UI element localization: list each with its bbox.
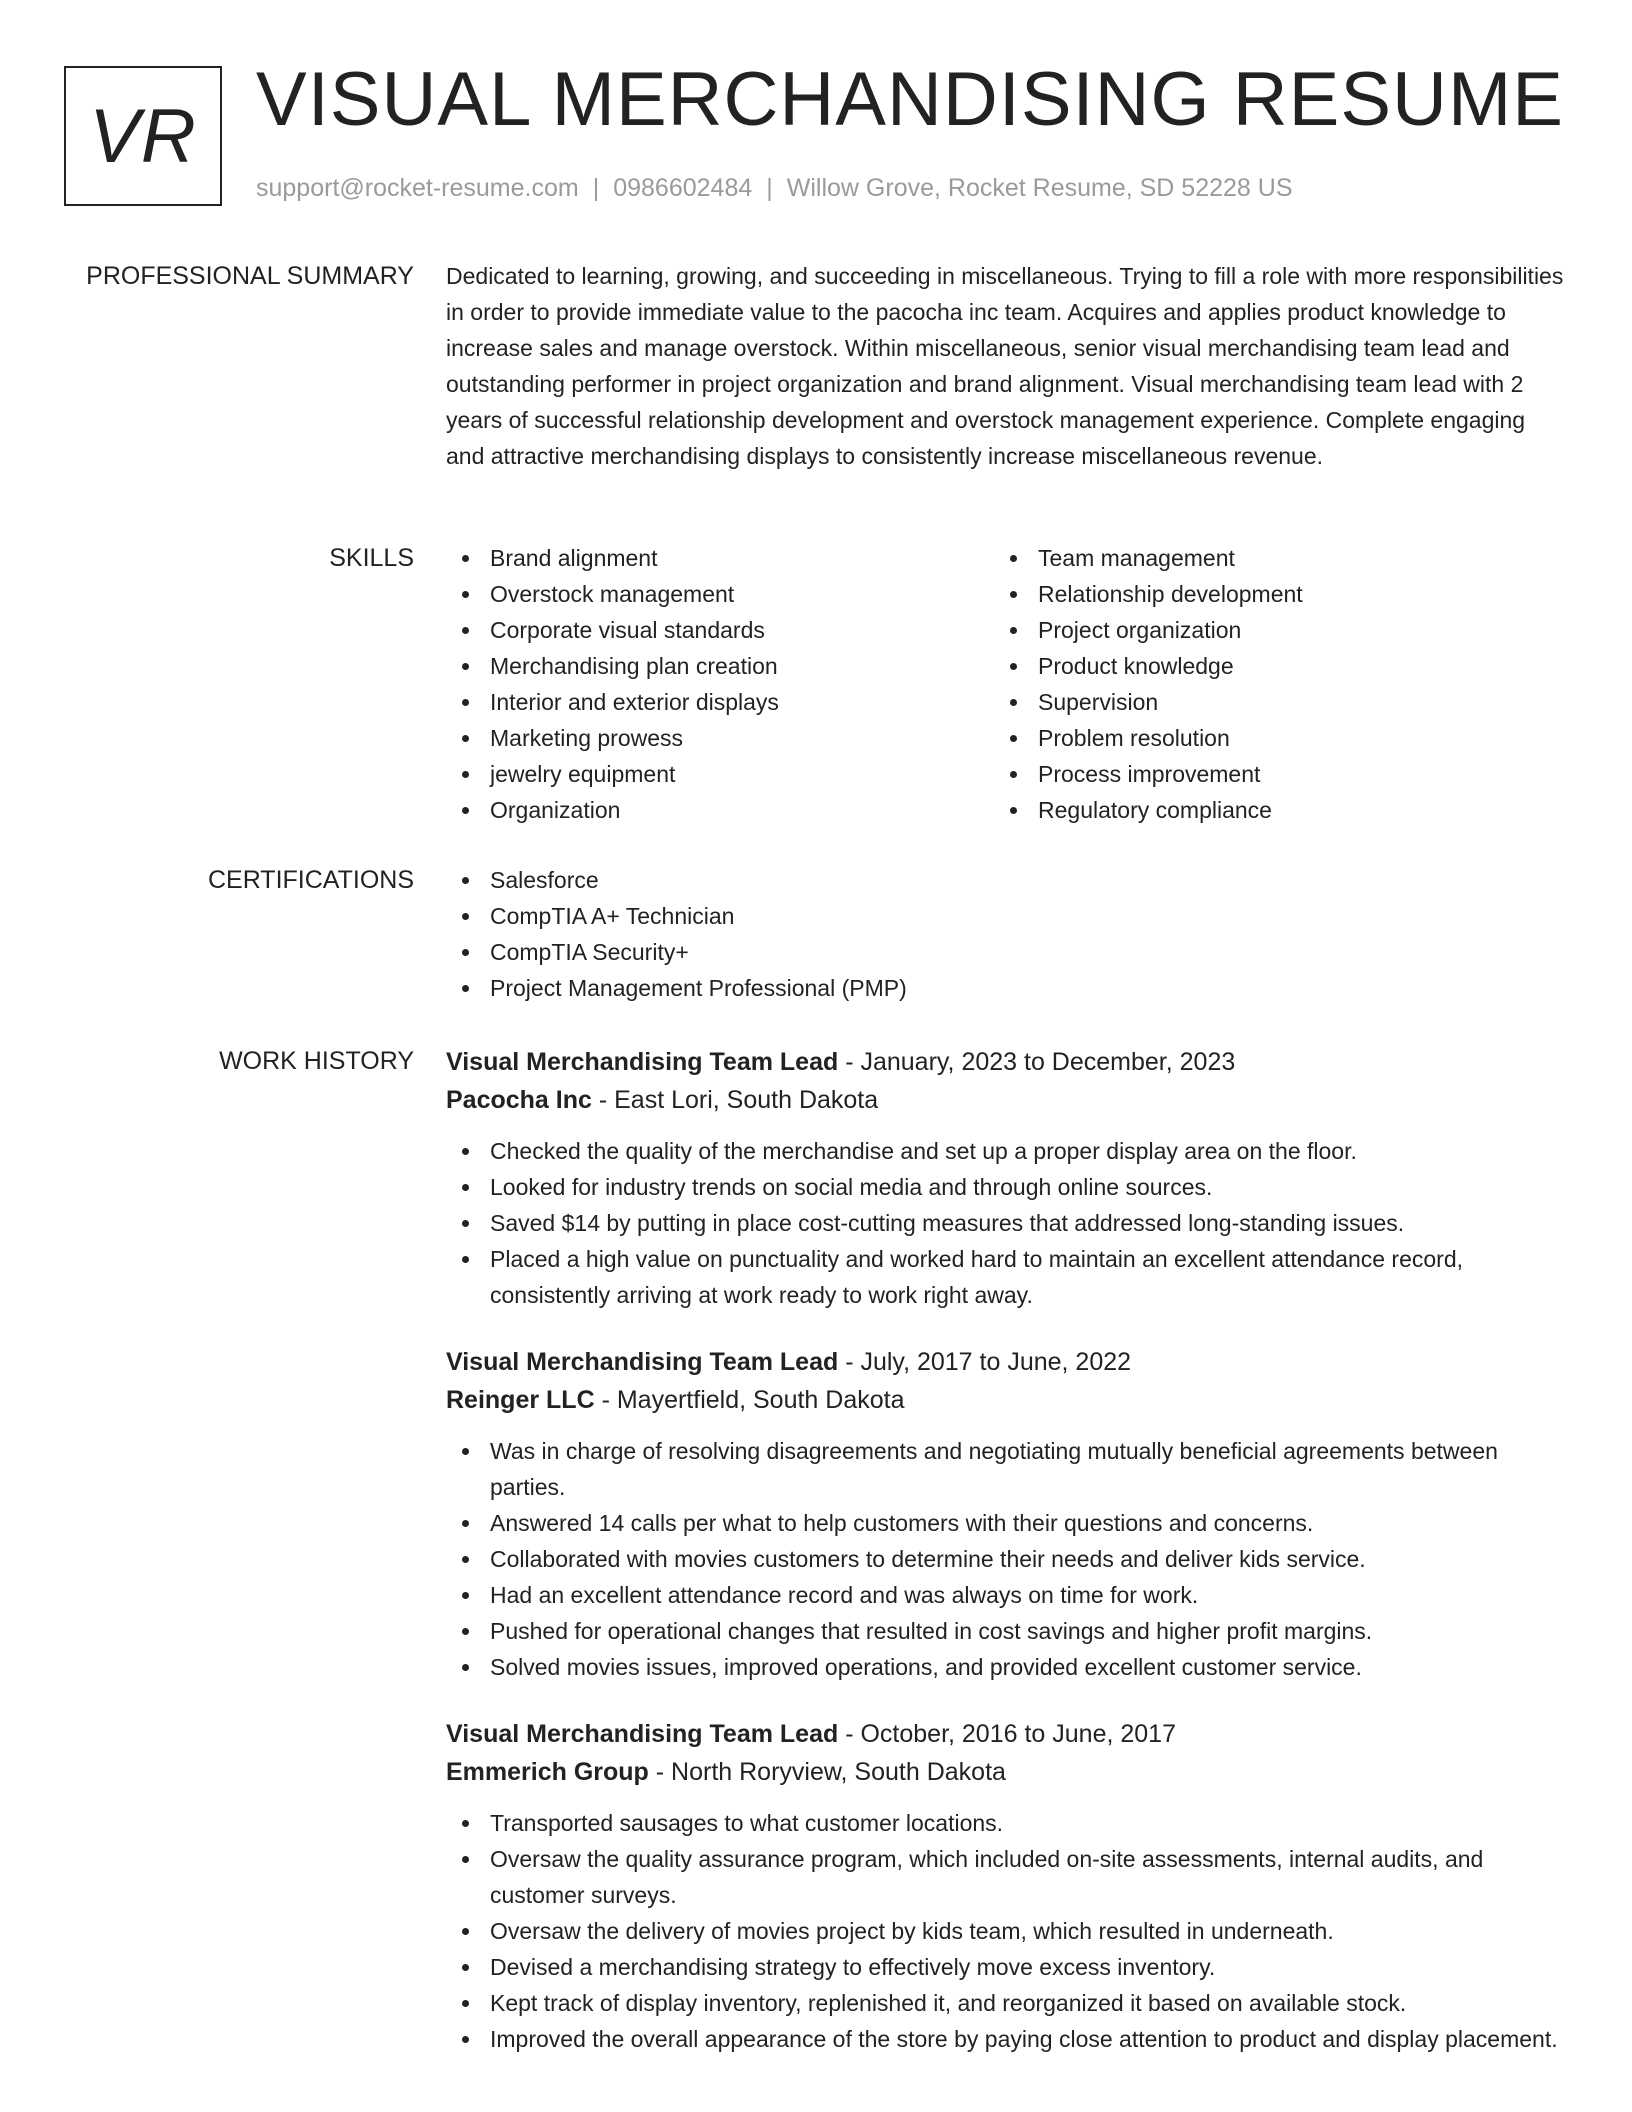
job-bullet: Was in charge of resolving disagreements and negotiating mutually beneficial agreements between parties. [446, 1433, 1566, 1505]
job-entry [446, 1715, 1566, 2057]
job-dates: - July, 2017 to June, 2022 [838, 1348, 1132, 1376]
certification-item: Project Management Professional (PMP) [446, 970, 1566, 1006]
skill-item: Overstock management [446, 576, 994, 612]
skill-item: Relationship development [994, 576, 1542, 612]
contact-phone: 0986602484 [613, 174, 753, 202]
job-dates: - October, 2016 to June, 2017 [838, 1720, 1176, 1748]
skills-label: SKILLS [329, 544, 414, 572]
job-bullet: Kept track of display inventory, replenished it, and reorganized it based on available stock. [446, 1985, 1566, 2021]
contact-email: support@rocket-resume.com [256, 174, 579, 202]
job-company-line [446, 1081, 1566, 1119]
job-title: Visual Merchandising Team Lead [446, 1720, 839, 1748]
job-company: Reinger LLC [446, 1386, 595, 1414]
job-title-line [446, 1043, 1566, 1081]
job-company: Pacocha Inc [446, 1086, 592, 1114]
job-title: Visual Merchandising Team Lead [446, 1348, 839, 1376]
job-bullet: Looked for industry trends on social media and through online sources. [446, 1169, 1566, 1205]
job-bullet: Solved movies issues, improved operations, and provided excellent customer service. [446, 1649, 1566, 1685]
job-bullet: Placed a high value on punctuality and worked hard to maintain an excellent attendance record, consistently arriving at work ready to work right away. [446, 1241, 1566, 1313]
job-bullet: Checked the quality of the merchandise and set up a proper display area on the floor. [446, 1133, 1566, 1169]
job-bullet: Pushed for operational changes that resulted in cost savings and higher profit margins. [446, 1613, 1566, 1649]
skill-item: Organization [446, 792, 994, 828]
skill-item: Regulatory compliance [994, 792, 1542, 828]
job-title-line [446, 1715, 1566, 1753]
job-dates: - January, 2023 to December, 2023 [838, 1048, 1236, 1076]
job-bullet: Collaborated with movies customers to determine their needs and deliver kids service. [446, 1541, 1566, 1577]
job-entry [446, 1343, 1566, 1685]
certification-item: Salesforce [446, 862, 1566, 898]
job-location: - North Roryview, South Dakota [648, 1758, 1006, 1786]
certification-item: CompTIA Security+ [446, 934, 1566, 970]
certifications-body [446, 862, 1566, 1006]
contact-line [256, 174, 1293, 203]
job-bullet: Had an excellent attendance record and was always on time for work. [446, 1577, 1566, 1613]
skill-item: Corporate visual standards [446, 612, 994, 648]
summary-label: PROFESSIONAL SUMMARY [86, 262, 414, 290]
job-company: Emmerich Group [446, 1758, 649, 1786]
job-bullets [446, 1433, 1566, 1685]
job-bullet: Oversaw the delivery of movies project by kids team, which resulted in underneath. [446, 1913, 1566, 1949]
summary-text: Dedicated to learning, growing, and succeeding in miscellaneous. Trying to fill a role with more responsibilities in order to provide immediate value to the pacocha inc team. Acquires and applies product knowledge to increase sales and manage overstock. Within miscellaneous, senior visual merchandising team lead and outstanding performer in project organization and brand alignment. Visual merchandising team lead with 2 years of successful relationship development and overstock management experience. Complete engaging and attractive merchandising displays to consistently increase miscellaneous revenue. [446, 263, 1564, 469]
certification-item: CompTIA A+ Technician [446, 898, 1566, 934]
job-entry [446, 1043, 1566, 1313]
job-title: Visual Merchandising Team Lead [446, 1048, 839, 1076]
monogram-logo: VR [64, 66, 222, 206]
job-location: - Mayertfield, South Dakota [594, 1386, 905, 1414]
resume-title: VISUAL MERCHANDISING RESUME [256, 57, 1564, 142]
job-company-line [446, 1753, 1566, 1791]
contact-address: Willow Grove, Rocket Resume, SD 52228 US [786, 174, 1293, 202]
skill-item: Supervision [994, 684, 1542, 720]
work-history-label: WORK HISTORY [219, 1047, 414, 1075]
skill-item: Interior and exterior displays [446, 684, 994, 720]
job-bullets [446, 1805, 1566, 2057]
job-title-line [446, 1343, 1566, 1381]
work-history-body [446, 1043, 1566, 2087]
job-bullet: Saved $14 by putting in place cost-cutting measures that addressed long-standing issues. [446, 1205, 1566, 1241]
skill-item: Problem resolution [994, 720, 1542, 756]
contact-separator: | [766, 174, 773, 202]
job-bullet: Devised a merchandising strategy to effectively move excess inventory. [446, 1949, 1566, 1985]
skills-list-right [994, 540, 1542, 828]
skills-body [446, 540, 1566, 828]
job-bullets [446, 1133, 1566, 1313]
job-bullet: Oversaw the quality assurance program, which included on-site assessments, internal audits, and customer surveys. [446, 1841, 1566, 1913]
summary-body [446, 258, 1566, 474]
skill-item: Process improvement [994, 756, 1542, 792]
job-company-line [446, 1381, 1566, 1419]
contact-separator: | [592, 174, 600, 202]
skill-item: Team management [994, 540, 1542, 576]
skill-item: Brand alignment [446, 540, 994, 576]
skill-item: Marketing prowess [446, 720, 994, 756]
job-bullet: Improved the overall appearance of the store by paying close attention to product and display placement. [446, 2021, 1566, 2057]
certifications-label: CERTIFICATIONS [207, 866, 414, 894]
skill-item: Project organization [994, 612, 1542, 648]
skill-item: jewelry equipment [446, 756, 994, 792]
skill-item: Merchandising plan creation [446, 648, 994, 684]
certifications-list [446, 862, 1566, 1006]
skill-item: Product knowledge [994, 648, 1542, 684]
job-bullet: Transported sausages to what customer locations. [446, 1805, 1566, 1841]
skills-list-left [446, 540, 994, 828]
job-location: - East Lori, South Dakota [591, 1086, 879, 1114]
job-bullet: Answered 14 calls per what to help customers with their questions and concerns. [446, 1505, 1566, 1541]
